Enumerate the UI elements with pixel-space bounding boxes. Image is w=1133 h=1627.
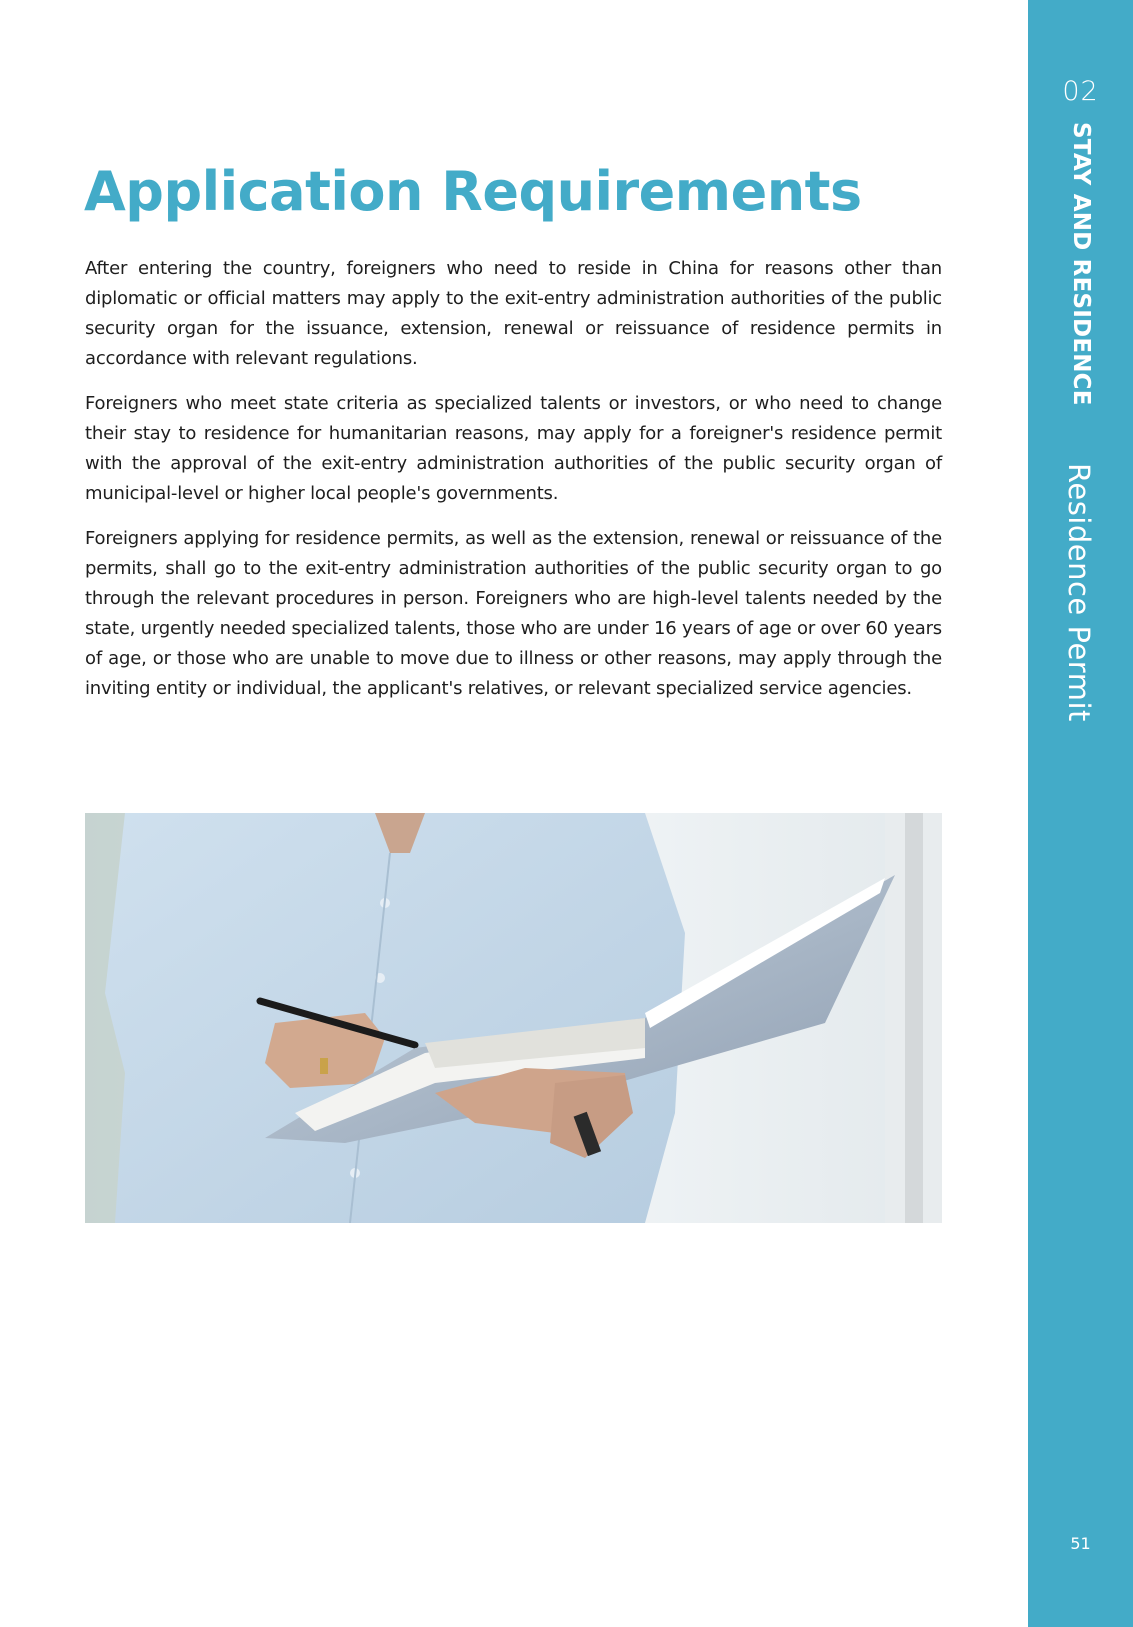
chapter-sidebar	[1028, 0, 1133, 1627]
page-number: 51	[1070, 1534, 1091, 1553]
photo-man-holding-folder	[85, 813, 942, 1223]
paragraph-2: Foreigners who meet state criteria as specialized talents or investors, or who need to change their stay to residence for humanitarian reasons, may apply for a foreigner's residence permit with the approval of the exit-entry administration authorities of the public security organ of municipal-level or higher local people's governments.	[85, 393, 942, 504]
paragraph-1: After entering the country, foreigners who need to reside in China for reasons other than diplomatic or official matters may apply to the exit-entry administration authorities of the public security organ for the issuance, extension, renewal or reissuance of residence permits in accordance with relevant regulations.	[85, 258, 942, 369]
section-title: Residence Permit	[1062, 463, 1096, 722]
body-text	[85, 254, 942, 719]
page-heading: Application Requirements	[84, 160, 862, 223]
chapter-title: STAY AND RESIDENCE	[1068, 122, 1094, 406]
chapter-number: 02	[1062, 76, 1099, 107]
paragraph-3: Foreigners applying for residence permits, as well as the extension, renewal or reissuance of the permits, shall go to the exit-entry administration authorities of the public security organ to go through the relevant procedures in person. Foreigners who are high-level talents needed by the state, urgently needed specialized talents, those who are under 16 years of age or over 60 years of age, or those who are unable to move due to illness or other reasons, may apply through the inviting entity or individual, the applicant's relatives, or relevant specialized service agencies.	[85, 528, 942, 699]
